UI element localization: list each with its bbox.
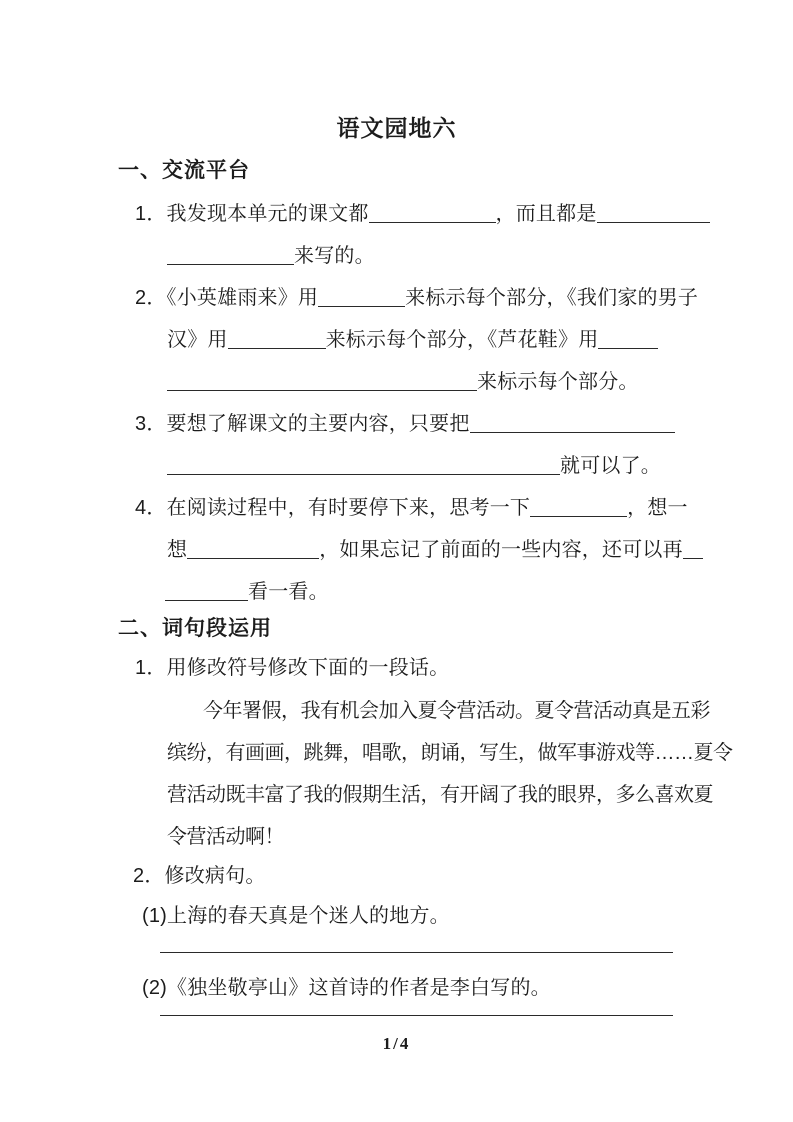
s2-q1-paragraph-line-2: 缤纷，有画画，跳舞，唱歌，朗诵，写生，做军事游戏等……夏令 bbox=[167, 742, 733, 764]
s1-question-4-line-2 bbox=[167, 538, 703, 562]
s1-question-1-line-1 bbox=[135, 202, 710, 226]
section-1-heading: 一、交流平台 bbox=[118, 159, 250, 182]
s1-question-3-line-2 bbox=[167, 454, 661, 478]
s2-q1-paragraph-line-3: 营活动既丰富了我的假期生活，有开阔了我的眼界，多么喜欢夏 bbox=[167, 784, 713, 806]
answer-line[interactable] bbox=[160, 952, 673, 953]
answer-blank[interactable] bbox=[167, 376, 477, 391]
answer-blank[interactable] bbox=[597, 208, 710, 223]
answer-blank[interactable] bbox=[598, 334, 658, 349]
answer-blank[interactable] bbox=[187, 544, 319, 559]
s1-q2-text-b: 来标示每个部分，《我们家的男子 bbox=[405, 287, 699, 309]
s1-q4-text-a: 4．在阅读过程中，有时要停下来，思考一下 bbox=[135, 497, 531, 519]
answer-blank[interactable] bbox=[167, 250, 294, 265]
s1-question-2-line-1 bbox=[135, 286, 698, 310]
page-number: 1/4 bbox=[382, 1034, 411, 1053]
s1-q4-text-b: ，想一 bbox=[627, 497, 688, 519]
s2-q2-item-1: (1)上海的春天真是个迷人的地方。 bbox=[142, 905, 450, 927]
answer-blank[interactable] bbox=[530, 502, 627, 517]
answer-blank[interactable] bbox=[228, 334, 326, 349]
answer-blank[interactable] bbox=[470, 418, 675, 433]
s1-q2-text-c: 汉》用 bbox=[167, 329, 228, 351]
s2-question-1-label: 1．用修改符号修改下面的一段话。 bbox=[135, 657, 450, 679]
s1-q3-text-a: 3．要想了解课文的主要内容，只要把 bbox=[135, 413, 470, 435]
s1-q3-text-b: 就可以了。 bbox=[560, 455, 661, 477]
s1-question-4-line-1 bbox=[135, 496, 688, 520]
s2-q2-item-2: (2)《独坐敬亭山》这首诗的作者是李白写的。 bbox=[142, 977, 551, 999]
s1-question-2-line-3 bbox=[167, 370, 639, 394]
s1-q4-text-d: ，如果忘记了前面的一些内容，还可以再 bbox=[319, 539, 683, 561]
s1-question-4-line-3 bbox=[165, 580, 329, 604]
s1-q1-text-b: ，而且都是 bbox=[495, 203, 597, 225]
section-2-heading: 二、词句段运用 bbox=[118, 617, 272, 640]
s1-q4-text-c: 想 bbox=[167, 539, 188, 561]
answer-blank[interactable] bbox=[683, 544, 703, 559]
s1-q1-text-c: 来写的。 bbox=[294, 245, 375, 267]
s1-question-3-line-1 bbox=[135, 412, 675, 436]
s1-q2-text-e: 来标示每个部分。 bbox=[477, 371, 639, 393]
s1-q2-text-d: 来标示每个部分，《芦花鞋》用 bbox=[325, 329, 599, 351]
s1-q1-text-a: 1．我发现本单元的课文都 bbox=[135, 203, 369, 225]
answer-line[interactable] bbox=[160, 1015, 673, 1016]
s2-question-2-label: 2．修改病句。 bbox=[133, 865, 266, 887]
s2-q1-paragraph-line-1: 今年署假，我有机会加入夏令营活动。夏令营活动真是五彩 bbox=[203, 700, 710, 722]
answer-blank[interactable] bbox=[165, 586, 248, 601]
answer-blank[interactable] bbox=[369, 208, 496, 223]
s1-q4-text-e: 看一看。 bbox=[248, 581, 329, 603]
s1-question-2-line-2 bbox=[167, 328, 658, 352]
answer-blank[interactable] bbox=[318, 292, 405, 307]
s1-question-1-line-2 bbox=[167, 244, 375, 268]
answer-blank[interactable] bbox=[167, 460, 560, 475]
s2-q1-paragraph-line-4: 令营活动啊！ bbox=[167, 826, 284, 848]
s1-q2-text-a: 2．《小英雄雨来》用 bbox=[135, 287, 319, 309]
page-title: 语文园地六 bbox=[336, 115, 457, 141]
